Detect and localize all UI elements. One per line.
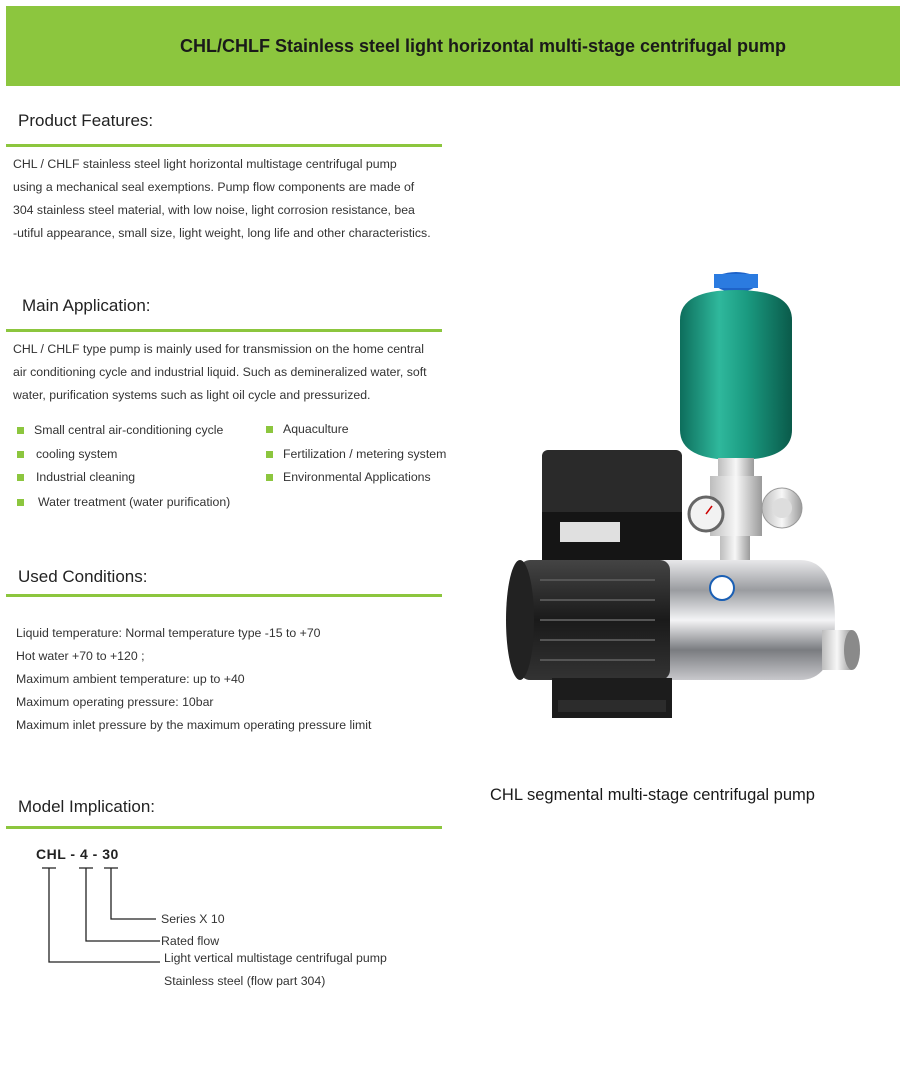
model-label-pump-type: Light vertical multistage centrifugal pump: [164, 951, 387, 965]
application-line: CHL / CHLF type pump is mainly used for transmission on the home central: [13, 342, 424, 356]
bullet-label: Fertilization / metering system: [283, 447, 447, 461]
condition-line: Maximum inlet pressure by the maximum operating pressure limit: [16, 718, 372, 732]
conditions-heading: Used Conditions:: [18, 567, 148, 586]
model-code: CHL - 4 - 30: [36, 846, 119, 862]
bullet-label: Aquaculture: [283, 422, 349, 436]
bullet-label: Water treatment (water purification): [38, 495, 231, 509]
bullet-label: Small central air-conditioning cycle: [34, 423, 224, 437]
condition-line: Maximum ambient temperature: up to +40: [16, 672, 245, 686]
application-heading: Main Application:: [22, 296, 151, 315]
page-title: CHL/CHLF Stainless steel light horizontal multi-stage centrifugal pump: [179, 36, 787, 56]
features-line: 304 stainless steel material, with low noise, light corrosion resistance, bea: [13, 203, 415, 217]
condition-line: Hot water +70 to +120 ;: [16, 649, 145, 663]
model-heading: Model Implication:: [18, 797, 156, 816]
condition-line: Maximum operating pressure: 10bar: [16, 695, 214, 709]
features-line: using a mechanical seal exemptions. Pump flow components are made of: [13, 180, 415, 194]
image-caption: CHL segmental multi-stage centrifugal pump: [490, 786, 815, 804]
model-label-material: Stainless steel (flow part 304): [164, 974, 326, 988]
condition-line: Liquid temperature: Normal temperature type -15 to +70: [16, 626, 321, 640]
model-diagram-lines: [0, 0, 450, 1000]
model-label-flow: Rated flow: [161, 934, 220, 948]
features-line: CHL / CHLF stainless steel light horizontal multistage centrifugal pump: [13, 157, 397, 171]
features-heading: Product Features:: [18, 111, 154, 130]
model-label-series: Series X 10: [161, 912, 225, 926]
bullet-label: Environmental Applications: [283, 470, 431, 484]
application-line: water, purification systems such as light oil cycle and pressurized.: [13, 388, 371, 402]
application-line: air conditioning cycle and industrial liquid. Such as demineralized water, soft: [13, 365, 427, 379]
bullet-label: Industrial cleaning: [36, 470, 136, 484]
bullet-label: cooling system: [36, 447, 118, 461]
pump-product-image: [480, 260, 870, 750]
features-line: -utiful appearance, small size, light weight, long life and other characteristics.: [13, 226, 431, 240]
